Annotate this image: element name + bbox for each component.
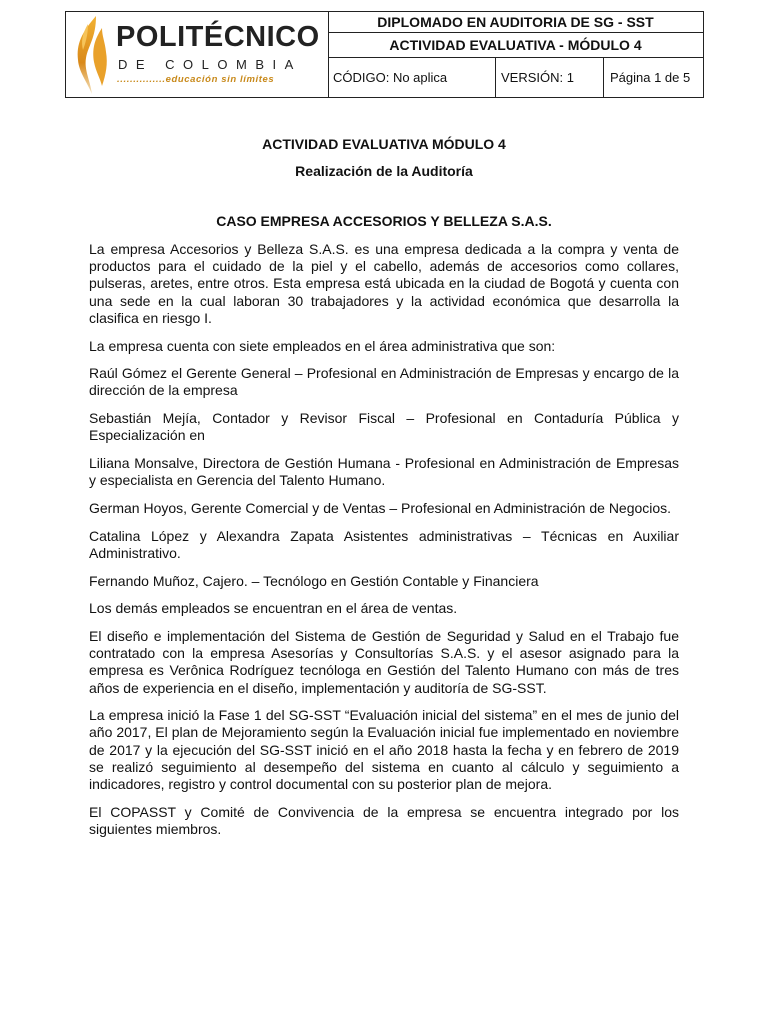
- institution-logo: [66, 12, 329, 97]
- paragraph: Liliana Monsalve, Directora de Gestión Humana - Profesional en Administración de Empresas y especialista en Gerencia del Talento Humano.: [89, 455, 679, 489]
- paragraph: Fernando Muñoz, Cajero. – Tecnólogo en Gestión Contable y Financiera: [89, 572, 539, 589]
- activity-title: ACTIVIDAD EVALUATIVA - MÓDULO 4: [328, 32, 703, 58]
- paragraph: Catalina López y Alexandra Zapata Asistentes administrativas – Técnicas en Auxiliar Administrativo.: [89, 527, 679, 561]
- paragraph: Los demás empleados se encuentran en el área de ventas.: [89, 600, 458, 617]
- paragraph: El COPASST y Comité de Convivencia de la empresa se encuentra integrado por los siguientes miembros.: [89, 803, 679, 837]
- paragraph: Sebastián Mejía, Contador y Revisor Fiscal – Profesional en Contaduría Pública y Especialización en: [89, 410, 679, 444]
- logo-wordmark: POLITÉCNICO: [116, 21, 320, 53]
- paragraph: La empresa cuenta con siete empleados en el área administrativa que son:: [89, 337, 556, 354]
- case-title: CASO EMPRESA ACCESORIOS Y BELLEZA S.A.S.: [216, 213, 552, 229]
- document-title: ACTIVIDAD EVALUATIVA MÓDULO 4: [262, 136, 506, 152]
- code-field: CÓDIGO: No aplica: [328, 57, 496, 97]
- paragraph: La empresa inició la Fase 1 del SG-SST “Evaluación inicial del sistema” en el mes de junio del año 2017, El plan de Mejoramiento según la Evaluación inicial fue implementado en noviembre de 2017 y la ejecución del SG-SST inició en el año 2018 hasta la fecha y en febrero de 2019 se realizó seguimiento al desempeño del sistema en cuanto al cálculo y seguimiento a indicadores, registro y control documental con su posterior plan de mejora.: [89, 707, 679, 793]
- document-subtitle: Realización de la Auditoría: [295, 163, 473, 179]
- program-title: DIPLOMADO EN AUDITORIA DE SG - SST: [328, 12, 703, 33]
- document-header: [65, 11, 704, 98]
- paragraph: El diseño e implementación del Sistema de Gestión de Seguridad y Salud en el Trabajo fue contratado con la empresa Asesorías y Consultorías S.A.S. y el asesor asignado para la empresa es Verônica Rodríguez tecnóloga en Gestión del Talento Humano con más de tres años de experiencia en el diseño, implementación y auditoría de SG-SST.: [89, 627, 679, 696]
- paragraph: Raúl Gómez el Gerente General – Profesional en Administración de Empresas y encargo de la dirección de la empresa: [89, 365, 679, 399]
- logo-tagline: ...............educación sin límites: [117, 74, 275, 85]
- document-meta-row: [328, 57, 703, 97]
- paragraph: La empresa Accesorios y Belleza S.A.S. es una empresa dedicada a la compra y venta de productos para el cuidado de la piel y el cabello, además de accesorios como collares, pulseras, aretes, entre otros. Esta empresa está ubicada en la ciudad de Bogotá y cuenta con una sede en la cual laboran 30 trabajadores y la actividad económica que desarrolla la clasifica en riesgo I.: [89, 241, 679, 326]
- version-field: VERSIÓN: 1: [496, 57, 604, 97]
- document-body: [89, 241, 679, 849]
- logo-subtitle: DE COLOMBIA: [118, 57, 302, 72]
- paragraph: German Hoyos, Gerente Comercial y de Ventas – Profesional en Administración de Negocios.: [89, 499, 672, 516]
- page-number: Página 1 de 5: [610, 69, 691, 85]
- flame-logo-icon: [72, 14, 110, 96]
